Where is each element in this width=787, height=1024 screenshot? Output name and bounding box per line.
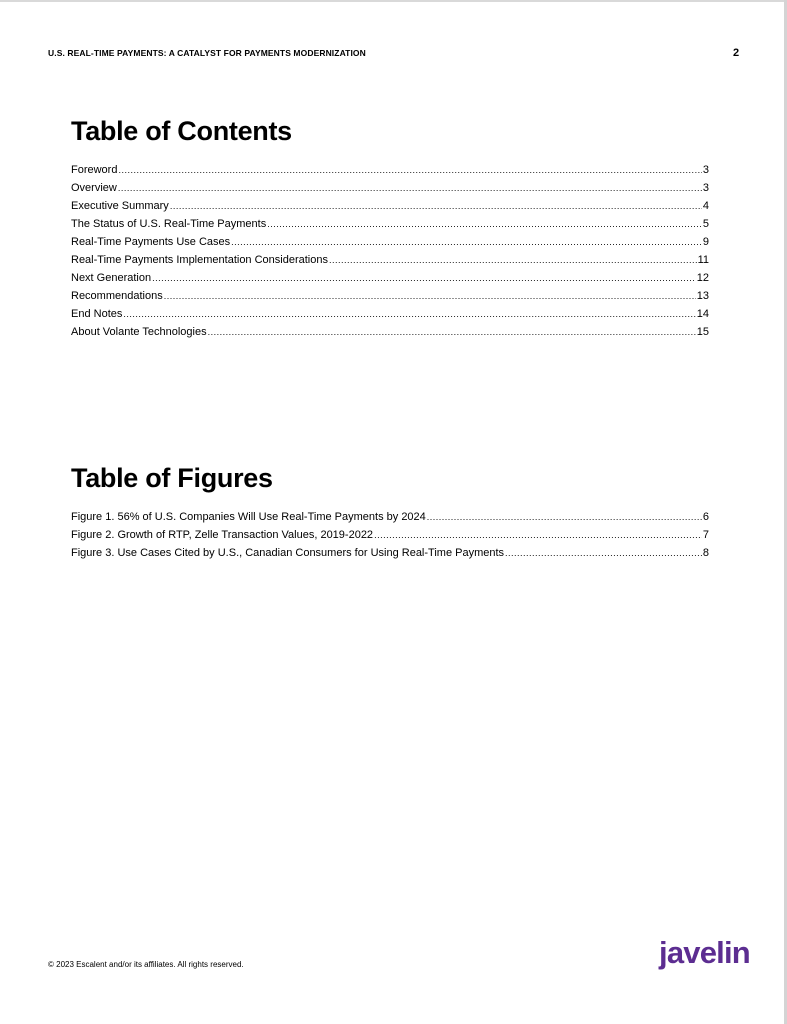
toc-entry-page: 13 (696, 290, 709, 302)
dot-leader (427, 508, 702, 526)
toc-entry-page: 5 (702, 218, 709, 230)
dot-leader (164, 287, 696, 305)
javelin-logo: javelin (659, 935, 750, 970)
tof-heading: Table of Figures (71, 463, 273, 493)
dot-leader (505, 544, 702, 562)
dot-leader (118, 179, 702, 197)
dot-leader (231, 233, 702, 251)
footer-copyright: © 2023 Escalent and/or its affiliates. All rights reserved. (48, 960, 244, 969)
toc-entry[interactable] (71, 197, 709, 215)
toc-entry-title: Recommendations (71, 290, 163, 302)
toc-entry[interactable] (71, 251, 709, 269)
toc-entry[interactable] (71, 233, 709, 251)
dot-leader (329, 251, 697, 269)
toc-entry-title: Real-Time Payments Implementation Considerations (71, 254, 328, 266)
toc-entry[interactable] (71, 323, 709, 341)
toc-entry[interactable] (71, 161, 709, 179)
dot-leader (123, 305, 695, 323)
toc-entry[interactable] (71, 305, 709, 323)
toc-entry[interactable] (71, 215, 709, 233)
toc-entry-title: Next Generation (71, 272, 152, 284)
page-edge (0, 0, 787, 2)
tof-entry-page: 6 (702, 511, 709, 523)
toc-list (71, 161, 709, 341)
dot-leader (118, 161, 701, 179)
toc-entry-title: The Status of U.S. Real-Time Payments (71, 218, 267, 230)
toc-entry-page: 11 (697, 254, 709, 266)
toc-entry-page: 15 (696, 326, 709, 338)
tof-entry-page: 8 (702, 547, 709, 559)
toc-entry-title: Executive Summary (71, 200, 169, 212)
toc-entry-title: About Volante Technologies (71, 326, 207, 338)
dot-leader (374, 526, 702, 544)
page-number: 2 (733, 47, 740, 59)
running-header: U.S. REAL-TIME PAYMENTS: A CATALYST FOR PAYMENTS MODERNIZATION (48, 48, 366, 58)
tof-entry-page: 7 (702, 529, 709, 541)
toc-entry-title: End Notes (71, 308, 123, 320)
toc-entry[interactable] (71, 179, 709, 197)
tof-entry-title: Figure 2. Growth of RTP, Zelle Transaction Values, 2019-2022 (71, 529, 374, 541)
toc-entry-title: Overview (71, 182, 117, 194)
toc-entry[interactable] (71, 269, 709, 287)
tof-entry-title: Figure 3. Use Cases Cited by U.S., Canadian Consumers for Using Real-Time Payments (71, 547, 505, 559)
toc-entry-title: Real-Time Payments Use Cases (71, 236, 231, 248)
toc-entry-page: 4 (702, 200, 709, 212)
tof-entry-title: Figure 1. 56% of U.S. Companies Will Use Real-Time Payments by 2024 (71, 511, 426, 523)
toc-entry-page: 14 (696, 308, 709, 320)
toc-entry-page: 3 (702, 164, 709, 176)
toc-entry-page: 12 (696, 272, 709, 284)
tof-entry[interactable] (71, 508, 709, 526)
toc-entry[interactable] (71, 287, 709, 305)
dot-leader (208, 323, 696, 341)
dot-leader (170, 197, 702, 215)
dot-leader (267, 215, 702, 233)
toc-entry-page: 9 (702, 236, 709, 248)
dot-leader (152, 269, 696, 287)
toc-entry-page: 3 (702, 182, 709, 194)
tof-entry[interactable] (71, 544, 709, 562)
toc-entry-title: Foreword (71, 164, 118, 176)
tof-list (71, 508, 709, 562)
toc-heading: Table of Contents (71, 116, 292, 146)
tof-entry[interactable] (71, 526, 709, 544)
